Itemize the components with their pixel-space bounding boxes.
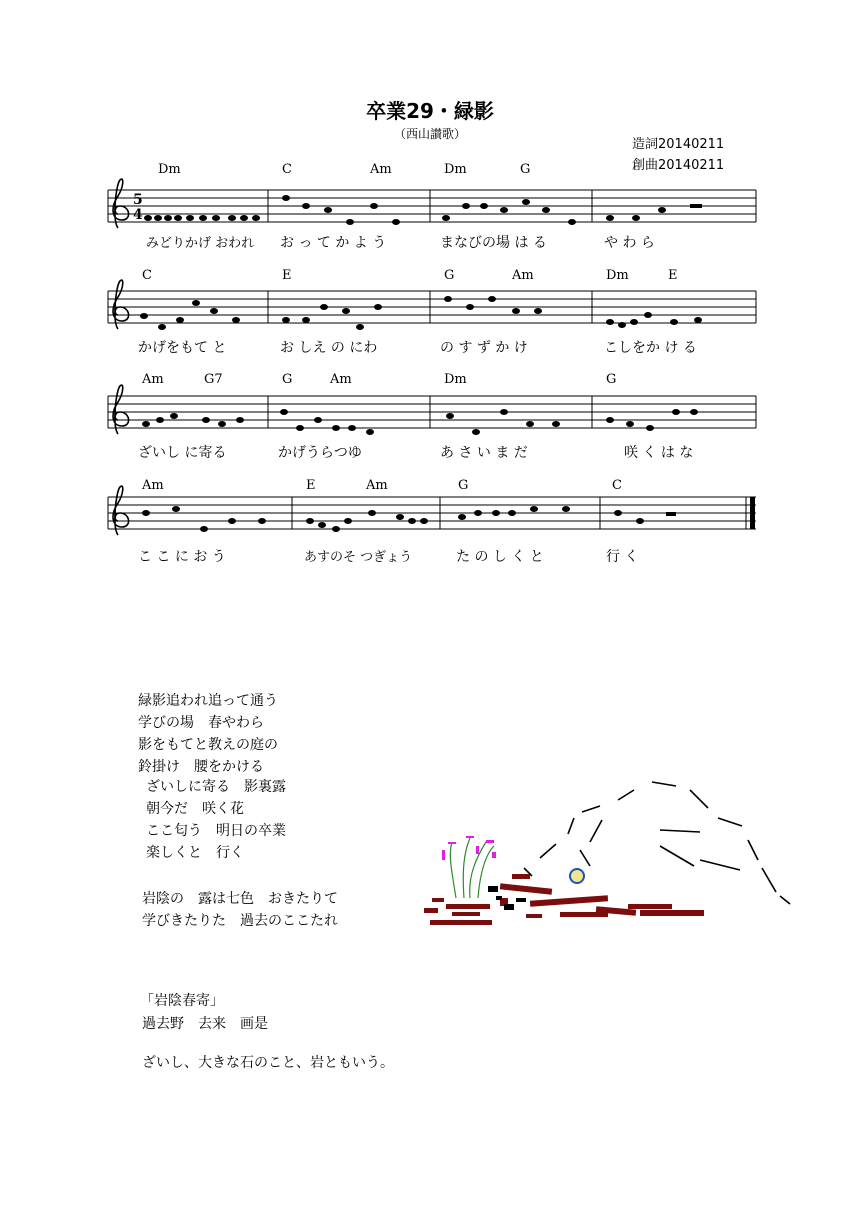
chord: C: [282, 162, 292, 177]
red-stones: [424, 874, 704, 925]
poem-line: 影をもてと教えの庭の: [138, 737, 278, 753]
lyric-line: た の し く と: [456, 549, 544, 565]
chord: Dm: [444, 162, 467, 177]
poem-line: 学びきたりた 過去のここたれ: [142, 913, 338, 929]
music-credit: 創曲20140211: [632, 158, 725, 173]
chord: G: [458, 478, 469, 493]
lyric-line: みどりかげ おわれ: [146, 236, 255, 251]
chord: G: [606, 372, 617, 387]
lyrics-credit: 造詞20140211: [632, 137, 725, 152]
lyric-line: ざいし に寄る: [138, 445, 227, 461]
chord: Am: [370, 162, 392, 177]
poem-line: 緑影追われ追って通う: [138, 693, 278, 709]
staff-3: [108, 396, 756, 428]
poem-line: 岩陰の 露は七色 おきたりて: [142, 891, 338, 907]
staff-2: [108, 291, 756, 323]
rock-outline: [524, 782, 790, 904]
chord: Am: [142, 478, 164, 493]
chord: E: [282, 268, 292, 283]
chord: Am: [330, 372, 352, 387]
poem-line: ここ匂う 明日の卒業: [146, 823, 286, 839]
page-subtitle: （西山讃歌）: [393, 127, 466, 141]
lyric-line: や わ ら: [604, 235, 655, 251]
chord: Am: [366, 478, 388, 493]
footnote: ざいし、大きな石のこと、岩ともいう。: [142, 1055, 394, 1071]
page-title: 卒業29・緑影: [366, 99, 494, 123]
staff-4: [108, 497, 756, 529]
poem-line: 学びの場 春やわら: [138, 715, 264, 731]
treble-clef-3: [113, 385, 129, 434]
lyric-line: の す ず か け: [440, 340, 528, 356]
poem-line: 楽しくと 行く: [146, 845, 244, 861]
treble-clef-1: [113, 179, 129, 228]
lyric-line: 咲 く は な: [624, 445, 694, 461]
lyric-line: お っ て か よ う: [280, 235, 387, 251]
treble-clef-2: [113, 280, 129, 329]
chord: E: [306, 478, 316, 493]
lyric-line: こ こ に お う: [138, 549, 226, 565]
time-sig-bottom: 4: [133, 207, 143, 223]
round-stone: [570, 869, 584, 883]
poem-line: 鈴掛け 腰をかける: [138, 759, 264, 775]
chord: Dm: [606, 268, 629, 283]
chord: Dm: [444, 372, 467, 387]
lyric-line: こしをか け る: [604, 340, 697, 356]
chord: E: [668, 268, 678, 283]
chord: Dm: [158, 162, 181, 177]
chord: Am: [512, 268, 534, 283]
flower-stems: [450, 838, 494, 898]
chord: C: [612, 478, 622, 493]
lyric-line: あすのそ つぎょう: [304, 550, 413, 565]
lyric-line: 行 く: [606, 549, 639, 565]
lyric-line: お しえ の にわ: [280, 340, 378, 356]
lyric-line: かげうらつゆ: [278, 445, 362, 461]
chord: G: [520, 162, 531, 177]
lyric-line: あ さ い ま だ: [440, 445, 528, 461]
chord: C: [142, 268, 152, 283]
final-barline: [750, 497, 755, 529]
lyric-line: かげをもて と: [138, 340, 227, 356]
chord: G: [444, 268, 455, 283]
time-sig-top: 5: [133, 192, 143, 208]
lyric-line: まなびの場 は る: [440, 235, 547, 251]
chord: Am: [142, 372, 164, 387]
poem-line: ざいしに寄る 影裏露: [146, 779, 286, 795]
treble-clef-4: [113, 486, 129, 535]
painting-author: 過去野 去来 画是: [142, 1016, 268, 1032]
chord: G: [282, 372, 293, 387]
poem-line: 朝今だ 咲く花: [146, 801, 244, 817]
painting-caption: 「岩陰春寄」: [140, 993, 224, 1009]
chord: G7: [204, 372, 223, 387]
